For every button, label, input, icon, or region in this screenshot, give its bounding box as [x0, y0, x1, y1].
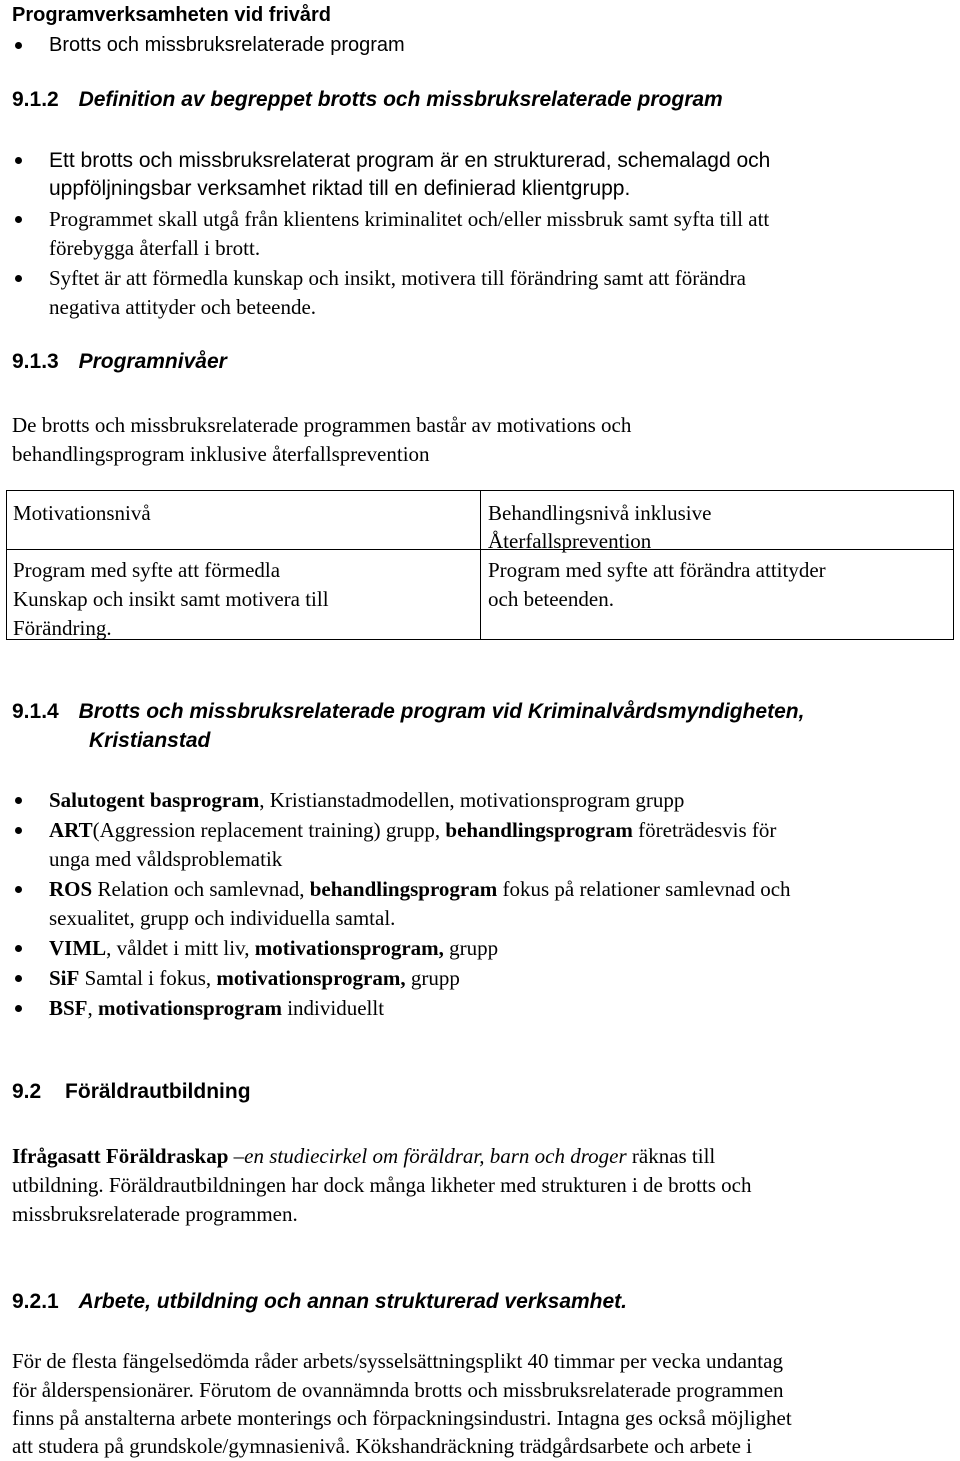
program-item-3-line-2: sexualitet, grupp och individuella samtal. [49, 906, 396, 930]
table-header-treatment-line-1: Behandlingsnivå inklusive [488, 501, 712, 525]
bullet-icon [15, 157, 22, 164]
program-item-2 [49, 816, 776, 845]
program-type: motivationsprogram [98, 996, 282, 1020]
program-description: Relation och samlevnad, [92, 877, 310, 901]
program-description: fokus på relationer samlevnad och [497, 877, 791, 901]
bullet-icon [15, 1005, 22, 1012]
table-cell-motivation-line-3: Förändring. [13, 616, 112, 640]
program-item-2-line-2: unga med våldsproblematik [49, 847, 283, 871]
work-paragraph-line-1: För de flesta fängelsedömda råder arbets/sysselsättningsplikt 40 timmar per vecka undantag [12, 1349, 783, 1373]
program-description: Samtal i fokus, [79, 966, 217, 990]
section-heading-913 [12, 350, 227, 374]
program-description: grupp [443, 936, 499, 960]
section-heading-92 [12, 1080, 251, 1104]
section-number: 9.2.1 [12, 1290, 59, 1313]
definition-bullet-3-line-1: Syftet är att förmedla kunskap och insikt, motivera till förändring samt att förändra [49, 266, 746, 290]
work-paragraph-line-2: för ålderspensionärer. Förutom de ovannämnda brotts och missbruksrelaterade programmen [12, 1378, 784, 1402]
definition-bullet-2-line-2: förebygga återfall i brott. [49, 236, 261, 260]
bullet-icon [15, 827, 22, 834]
section-heading-912 [12, 88, 723, 112]
table-divider [480, 491, 481, 639]
section-heading-914 [12, 700, 804, 724]
program-description: företrädesvis för [632, 818, 777, 842]
program-item-6 [49, 994, 384, 1023]
section-title: Brotts och missbruksrelaterade program vid Kriminalvårdsmyndigheten, [78, 700, 805, 723]
parent-education-line-2: utbildning. Föräldrautbildningen har dock många likheter med strukturen i de brotts och [12, 1173, 752, 1197]
program-type: motivationsprogram, [216, 966, 406, 990]
section-title: Definition av begreppet brotts och missbruksrelaterade program [78, 88, 723, 111]
work-paragraph-line-3: finns på anstalterna arbete monterings och förpackningsindustri. Intagna ges också möjlighet [12, 1406, 792, 1430]
parent-education-line-1 [12, 1142, 715, 1171]
program-description: , våldet i mitt liv, [106, 936, 255, 960]
definition-bullet-3-line-2: negativa attityder och beteende. [49, 295, 317, 319]
table-cell-motivation-line-1: Program med syfte att förmedla [13, 558, 281, 582]
program-name: Salutogent basprogram [49, 788, 260, 812]
bullet-icon [15, 945, 22, 952]
program-type: behandlingsprogram [309, 877, 498, 901]
table-cell-motivation-line-2: Kunskap och insikt samt motivera till [13, 587, 329, 611]
program-name: BSF [49, 996, 88, 1020]
program-name: ROS [49, 877, 93, 901]
program-levels-table [6, 490, 954, 640]
program-type: behandlingsprogram [445, 818, 633, 842]
program-item-5 [49, 964, 460, 993]
bullet-icon [15, 275, 22, 282]
table-divider [7, 549, 953, 550]
course-name: Ifrågasatt Föräldraskap [12, 1144, 229, 1168]
program-item-1 [49, 786, 684, 815]
section-number: 9.1.4 [12, 700, 59, 723]
bullet-icon [15, 975, 22, 982]
program-description: grupp [405, 966, 460, 990]
program-item-3 [49, 875, 791, 904]
parent-education-line-3: missbruksrelaterade programmen. [12, 1202, 298, 1226]
definition-bullet-1-line-1: Ett brotts och missbruksrelaterat program är en strukturerad, schemalagd och [49, 149, 771, 172]
program-item-4 [49, 934, 498, 963]
bullet-icon [15, 886, 22, 893]
program-description: , Kristianstadmodellen, motivationsprogram grupp [259, 788, 685, 812]
program-type: motivationsprogram, [254, 936, 444, 960]
bullet-icon [15, 42, 22, 49]
program-description: (Aggression replacement training) grupp, [92, 818, 446, 842]
program-name: SiF [49, 966, 80, 990]
header-bullet-text: Brotts och missbruksrelaterade program [49, 34, 405, 56]
table-cell-treatment-line-1: Program med syfte att förändra attityder [488, 558, 826, 582]
page-heading: Programverksamheten vid frivård [12, 4, 332, 26]
program-description: individuellt [281, 996, 385, 1020]
section-number: 9.1.3 [12, 350, 59, 373]
paragraph-text: räknas till [626, 1144, 716, 1168]
section-number: 9.2 [12, 1080, 42, 1103]
work-paragraph-line-4: att studera på grundskole/gymnasienivå. Kökshandräckning trädgårdsarbete och arbete i [12, 1434, 752, 1458]
table-cell-treatment-line-2: och beteenden. [488, 587, 614, 611]
bullet-icon [15, 216, 22, 223]
program-name: ART [49, 818, 93, 842]
program-name: VIML [49, 936, 107, 960]
course-subtitle: –en studiecirkel om föräldrar, barn och droger [228, 1144, 627, 1168]
table-header-motivation: Motivationsnivå [13, 501, 151, 525]
section-title: Programnivåer [78, 350, 227, 373]
table-header-treatment-line-2: Återfallsprevention [488, 529, 652, 553]
programnivaer-intro-line-1: De brotts och missbruksrelaterade programmen bastår av motivations och [12, 413, 632, 437]
definition-bullet-1-line-2: uppföljningsbar verksamhet riktad till en definierad klientgrupp. [49, 177, 631, 200]
bullet-icon [15, 797, 22, 804]
section-number: 9.1.2 [12, 88, 59, 111]
definition-bullet-2-line-1: Programmet skall utgå från klientens kriminalitet och/eller missbruk samt syfta till att [49, 207, 770, 231]
section-title-continued: Kristianstad [89, 729, 211, 752]
section-title: Föräldrautbildning [65, 1080, 251, 1103]
program-description: , [87, 996, 99, 1020]
section-title: Arbete, utbildning och annan strukturerad verksamhet. [78, 1290, 628, 1313]
section-heading-921 [12, 1290, 627, 1314]
programnivaer-intro-line-2: behandlingsprogram inklusive återfallsprevention [12, 442, 430, 466]
